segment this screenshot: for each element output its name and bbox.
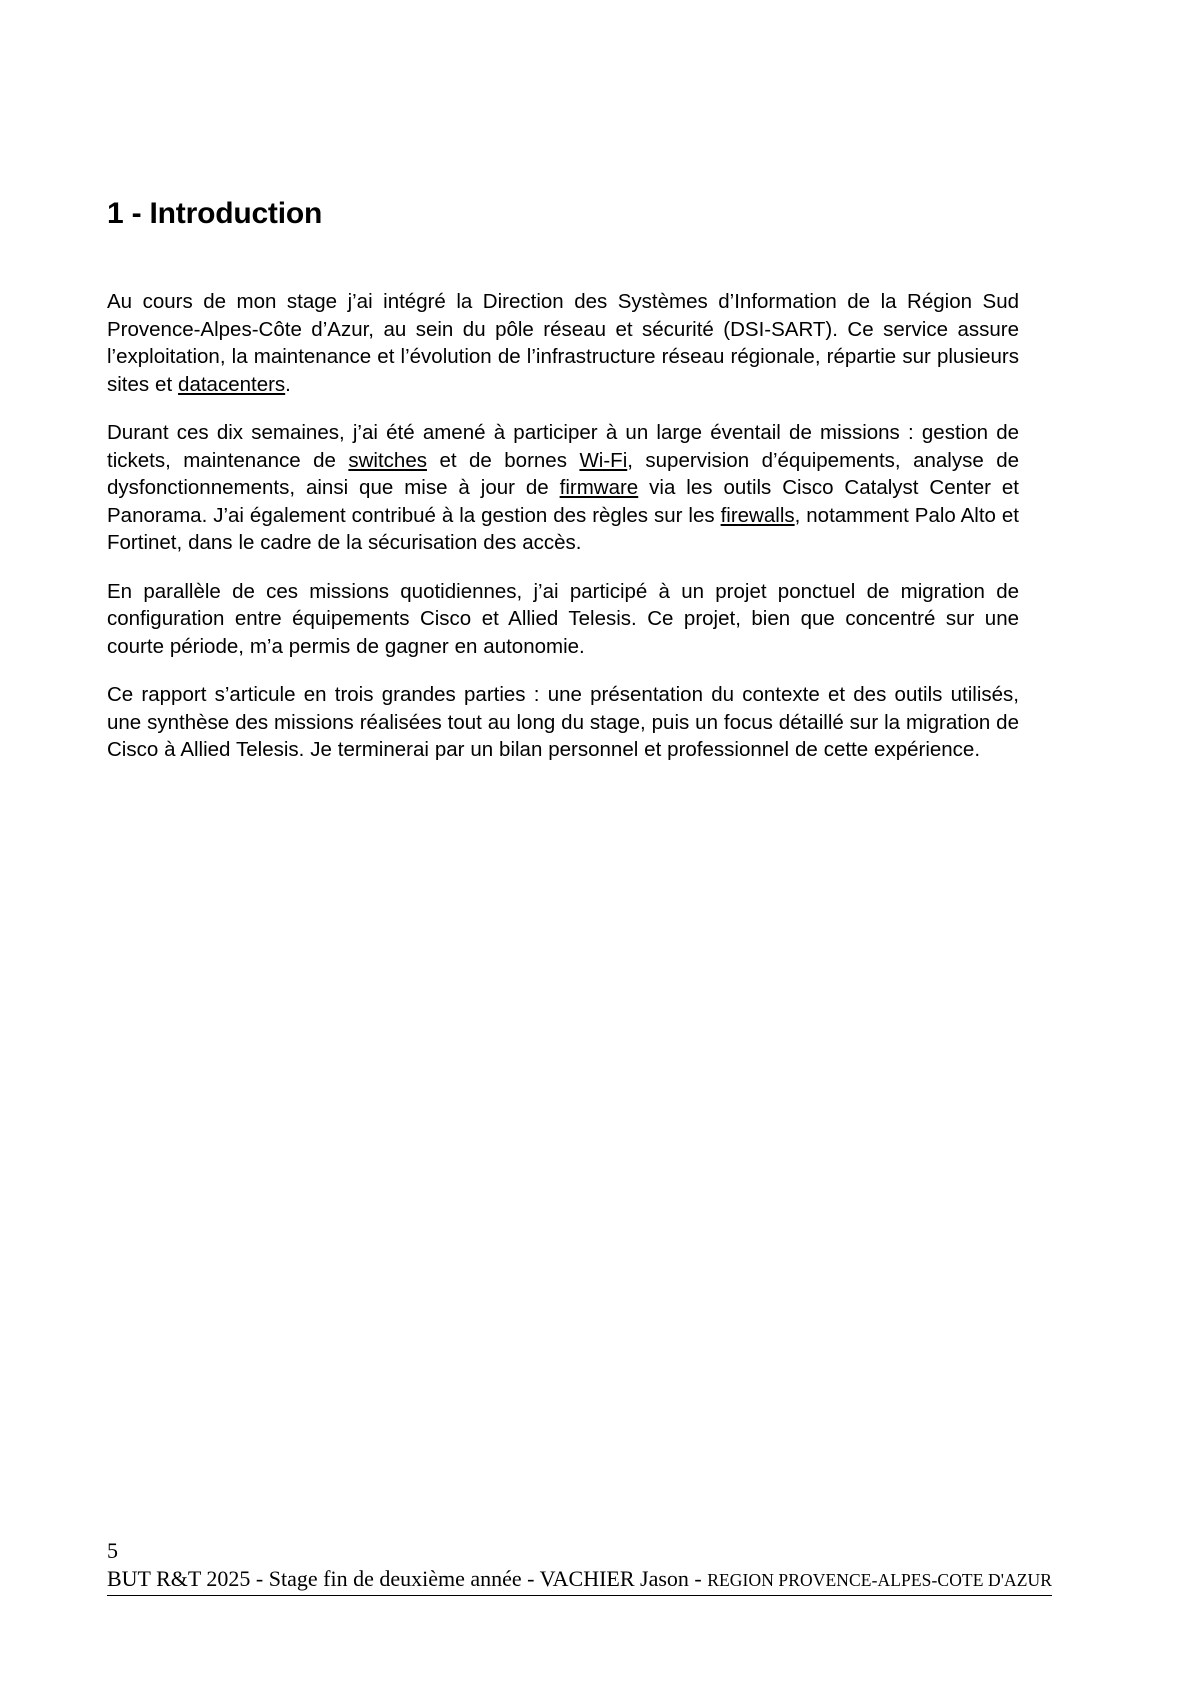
body-paragraph: [107, 419, 1019, 557]
text-run: et de bornes: [426, 448, 580, 472]
text-run: En parallèle de ces missions quotidiennes, j’ai participé à un projet ponctuel de migration de configuration entre équipements Cisco et Allied Telesis. Ce projet, bien que concentré sur une courte période, m’a permis de gagner en autonomie.: [107, 579, 1019, 658]
footer-main-text: BUT R&T 2025 - Stage fin de deuxième année - VACHIER Jason -: [107, 1566, 708, 1591]
text-run: , notamment Palo Alto et Fortinet, dans le cadre de la sécurisation des accès.: [107, 503, 1019, 554]
text-run: , supervision d’équipements, analyse de dysfonctionnements, ainsi que mise à jour de: [107, 448, 1019, 499]
body-paragraph: [107, 578, 1019, 661]
page-number: 5: [107, 1538, 118, 1563]
text-run: via les outils Cisco Catalyst Center et Panorama. J’ai également contribué à la gestion des règles sur les: [107, 476, 1019, 527]
footer-organization: REGION PROVENCE-ALPES-COTE D'AZUR: [707, 1570, 1053, 1590]
body-paragraph: [107, 288, 1019, 398]
footer-caption: [107, 1565, 1052, 1596]
page-footer: [107, 1538, 1053, 1596]
underlined-term: datacenters: [178, 372, 286, 396]
underlined-term: firmware: [559, 476, 639, 499]
text-run: Durant ces dix semaines, j’ai été amené à participer à un large éventail de missions : gestion de tickets, maintenance de: [107, 421, 1019, 472]
underlined-term: firewalls: [720, 503, 795, 527]
paragraph-list: [107, 288, 1019, 764]
document-body: [107, 196, 1019, 764]
text-run: .: [285, 372, 291, 396]
underlined-term: Wi-Fi: [579, 448, 628, 472]
underlined-term: switches: [348, 448, 427, 472]
body-paragraph: [107, 681, 1019, 764]
text-run: Ce rapport s’articule en trois grandes parties : une présentation du contexte et des outils utilisés, une synthèse des missions réalisées tout au long du stage, puis un focus détaillé sur la migration de Cisco à Allied Telesis. Je terminerai par un bilan personnel et professionnel de cette expérience.: [107, 683, 1019, 761]
page-title: 1 - Introduction: [107, 197, 323, 230]
text-run: Au cours de mon stage j’ai intégré la Direction des Systèmes d’Information de la Région Sud Provence-Alpes-Côte d’Azur, au sein du pôle réseau et sécurité (DSI-SART). Ce service assure l’exploitation, la maintenance et l’évolution de l’infrastructure réseau régionale, répartie sur plusieurs sites et: [107, 290, 1019, 396]
